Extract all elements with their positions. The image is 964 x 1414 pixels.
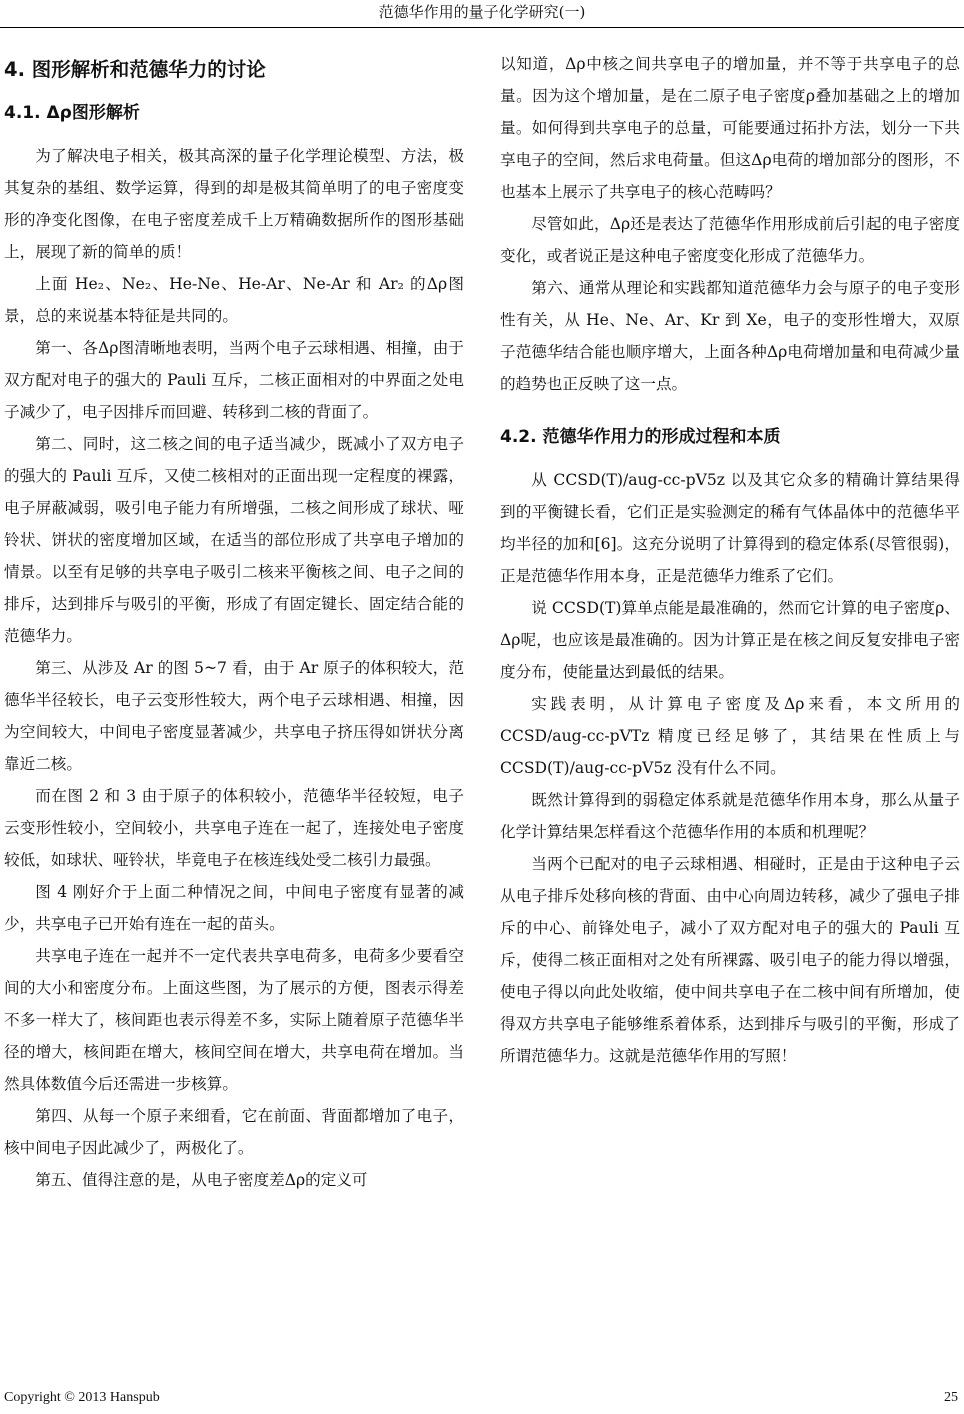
paragraph: 第三、从涉及 Ar 的图 5~7 看，由于 Ar 原子的体积较大，范德华半径较长，电子云变形性较大，两个电子云球相遇、相撞，因为空间较大，中间电子密度显著减少，共享电子挤压得如饼状分离靠近二核。 [4,659,464,773]
page-number: 25 [944,1390,958,1405]
paragraph: 实践表明，从计算电子密度及Δρ来看，本文所用的 CCSD/aug-cc-pVTz 精度已经足够了，其结果在性质上与 CCSD(T)/aug-cc-pV5z 没有什么不同。 [500,695,960,777]
left-column [4,48,464,1196]
paragraph: 上面 He₂、Ne₂、He-Ne、He-Ar、Ne-Ar 和 Ar₂ 的Δρ图景，总的来说基本特征是共同的。 [4,275,464,325]
paragraph: 第四、从每一个原子来细看，它在前面、背面都增加了电子，核中间电子因此减少了，两极化了。 [4,1107,464,1157]
paragraph: 第五、值得注意的是，从电子密度差Δρ的定义可 [35,1171,368,1189]
paragraph: 以知道，Δρ中核之间共享电子的增加量，并不等于共享电子的总量。因为这个增加量，是在二原子电子密度ρ叠加基础之上的增加量。如何得到共享电子的总量，可能要通过拓扑方法，划分一下共享电子的空间，然后求电荷量。但这Δρ电荷的增加部分的图形，不也基本上展示了共享电子的核心范畴吗？ [500,55,960,201]
paragraph: 说 CCSD(T)算单点能是最准确的，然而它计算的电子密度ρ、Δρ呢，也应该是最准确的。因为计算正是在核之间反复安排电子密度分布，使能量达到最低的结果。 [500,599,960,681]
paragraph: 第一、各Δρ图清晰地表明，当两个电子云球相遇、相撞，由于双方配对电子的强大的 Pauli 互斥，二核正面相对的中界面之处电子减少了，电子因排斥而回避、转移到二核的背面了。 [4,339,464,421]
running-header: 范德华作用的量子化学研究(一) [378,3,586,21]
header-rule [0,27,964,28]
paragraph: 第六、通常从理论和实践都知道范德华力会与原子的电子变形性有关，从 He、Ne、Ar、Kr 到 Xe，电子的变形性增大，双原子范德华结合能也顺序增大，上面各种Δρ电荷增加量和电荷减少量的趋势也正反映了这一点。 [500,279,960,393]
paragraph: 尽管如此，Δρ还是表达了范德华作用形成前后引起的电子密度变化，或者说正是这种电子密度变化形成了范德华力。 [500,215,960,265]
right-column [500,48,960,1072]
subsection-title: 4.2. 范德华作用力的形成过程和本质 [500,427,781,447]
paragraph: 图 4 刚好介于上面二种情况之间，中间电子密度有显著的减少，共享电子已开始有连在一起的苗头。 [4,883,464,933]
section-title: 4. 图形解析和范德华力的讨论 [4,58,266,81]
subsection-title: 4.1. Δρ图形解析 [4,103,140,123]
paragraph: 从 CCSD(T)/aug-cc-pV5z 以及其它众多的精确计算结果得到的平衡键长看，它们正是实验测定的稀有气体晶体中的范德华平均半径的加和[6]。这充分说明了计算得到的稳定体系(尽管很弱)，正是范德华作用本身，正是范德华力维系了它们。 [500,471,960,585]
footer-copyright: Copyright © 2013 Hanspub [4,1390,160,1405]
paragraph: 为了解决电子相关，极其高深的量子化学理论模型、方法，极其复杂的基组、数学运算，得到的却是极其简单明了的电子密度变形的净变化图像，在电子密度差成千上万精确数据所作的图形基础上，展现了新的简单的质！ [4,147,464,261]
paragraph: 共享电子连在一起并不一定代表共享电荷多，电荷多少要看空间的大小和密度分布。上面这些图，为了展示的方便，图表示得差不多一样大了，核间距也表示得差不多，实际上随着原子范德华半径的增大，核间距在增大，核间空间在增大，共享电荷在增加。当然具体数值今后还需进一步核算。 [4,947,464,1093]
paragraph: 当两个已配对的电子云球相遇、相碰时，正是由于这种电子云从电子排斥处移向核的背面、由中心向周边转移，减少了强电子排斥的中心、前锋处电子，减小了双方配对电子的强大的 Pauli 互斥，使得二核正面相对之处有所裸露、吸引电子的能力得以增强，使电子得以向此处收缩，使中间共享电子在二核中间有所增加，使得双方共享电子能够维系着体系，达到排斥与吸引的平衡，形成了所谓范德华力。这就是范德华作用的写照！ [500,855,960,1065]
paragraph: 既然计算得到的弱稳定体系就是范德华作用本身，那么从量子化学计算结果怎样看这个范德华作用的本质和机理呢？ [500,791,960,841]
paragraph: 而在图 2 和 3 由于原子的体积较小，范德华半径较短，电子云变形性较小，空间较小，共享电子连在一起了，连接处电子密度较低，如球状、哑铃状，毕竟电子在核连线处受二核引力最强。 [4,787,464,869]
paragraph: 第二、同时，这二核之间的电子适当减少，既减小了双方电子的强大的 Pauli 互斥，又使二核相对的正面出现一定程度的裸露，电子屏蔽减弱，吸引电子能力有所增强，二核之间形成了球状、哑铃状、饼状的密度增加区域，在适当的部位形成了共享电子增加的情景。以至有足够的共享电子吸引二核来平衡核之间、电子之间的排斥，达到排斥与吸引的平衡，形成了有固定键长、固定结合能的范德华力。 [4,435,464,645]
